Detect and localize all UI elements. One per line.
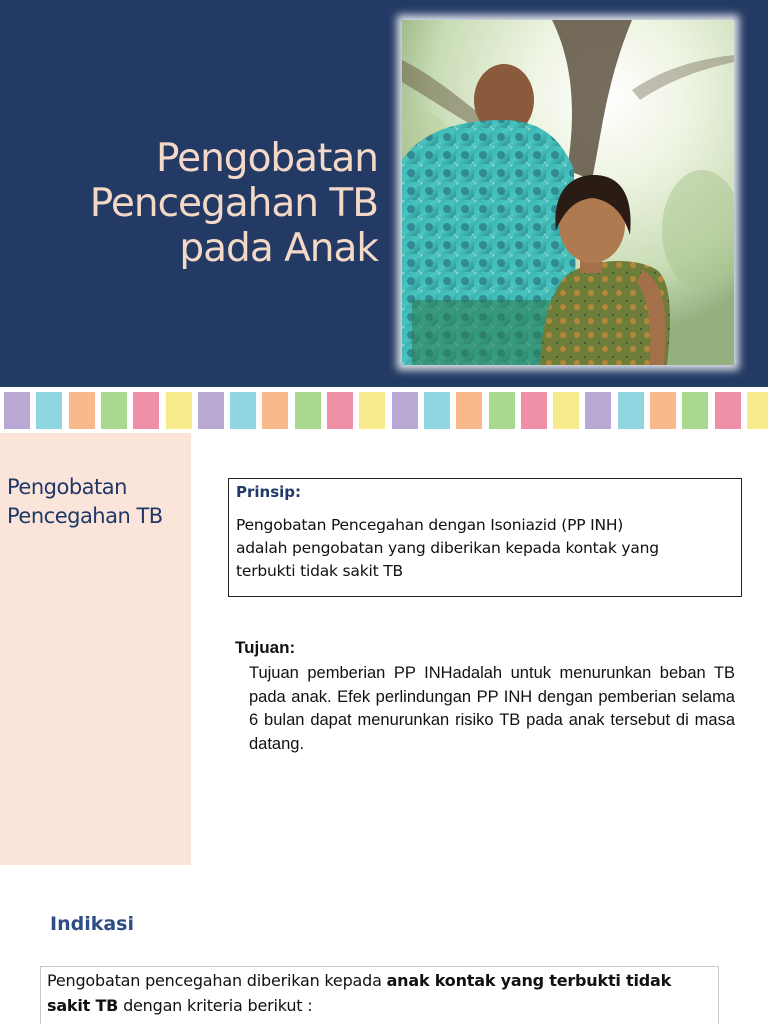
- stripe-block: [392, 392, 418, 429]
- slide-title-line: Pengobatan: [155, 136, 378, 181]
- stripe-block: [585, 392, 611, 429]
- stripe-block: [715, 392, 741, 429]
- prinsip-text-line: Pengobatan Pencegahan dengan Isoniazid (PP INH): [236, 516, 624, 534]
- prinsip-text-line: terbukti tidak sakit TB: [236, 562, 403, 580]
- indikasi-text: [47, 969, 715, 1018]
- title-header: [0, 0, 768, 387]
- stripe-block: [4, 392, 30, 429]
- indikasi-text-before: Pengobatan pencegahan diberikan kepada: [47, 971, 387, 990]
- indikasi-text-bold: anak kontak yang terbukti tidak sakit TB: [47, 971, 672, 1015]
- stripe-block: [359, 392, 385, 429]
- stripe-block: [456, 392, 482, 429]
- stripe-block: [230, 392, 256, 429]
- indikasi-heading: Indikasi: [50, 913, 134, 935]
- stripe-block: [327, 392, 353, 429]
- stripe-block: [650, 392, 676, 429]
- section-title: [7, 473, 191, 531]
- indikasi-text-after: dengan kriteria berikut :: [118, 995, 313, 1015]
- stripe-block: [198, 392, 224, 429]
- prinsip-text: [236, 514, 736, 583]
- stripe-block: [166, 392, 192, 429]
- slide-title-line: pada Anak: [179, 226, 378, 271]
- slide-title-line: Pencegahan TB: [89, 181, 378, 226]
- tujuan-label: Tujuan:: [235, 638, 296, 657]
- stripe-block: [618, 392, 644, 429]
- stripe-block: [553, 392, 579, 429]
- prinsip-text-line: adalah pengobatan yang diberikan kepada kontak yang: [236, 539, 659, 557]
- stripe-block: [295, 392, 321, 429]
- slide-title: [18, 136, 378, 271]
- tujuan-text: Tujuan pemberian PP INHadalah untuk menurunkan beban TB pada anak. Efek perlindungan PP INH dengan pemberian selama 6 bulan dapat menurunkan risiko TB pada anak tersebut di masa datang.: [249, 664, 735, 753]
- stripe-block: [521, 392, 547, 429]
- indikasi-box: [40, 966, 719, 1024]
- decorative-stripe-bar: [0, 387, 768, 433]
- stripe-block: [682, 392, 708, 429]
- stripe-block: [747, 392, 768, 429]
- section-title-line: Pencegahan TB: [7, 504, 163, 528]
- photo-illustration: [402, 20, 734, 365]
- prinsip-label: Prinsip:: [236, 483, 302, 501]
- stripe-block: [489, 392, 515, 429]
- stripe-block: [69, 392, 95, 429]
- header-photo: [402, 20, 734, 365]
- prinsip-box: [228, 478, 742, 597]
- stripe-block: [101, 392, 127, 429]
- section-title-line: Pengobatan: [7, 475, 127, 499]
- stripe-block: [133, 392, 159, 429]
- stripe-block: [262, 392, 288, 429]
- stripe-block: [424, 392, 450, 429]
- stripe-block: [36, 392, 62, 429]
